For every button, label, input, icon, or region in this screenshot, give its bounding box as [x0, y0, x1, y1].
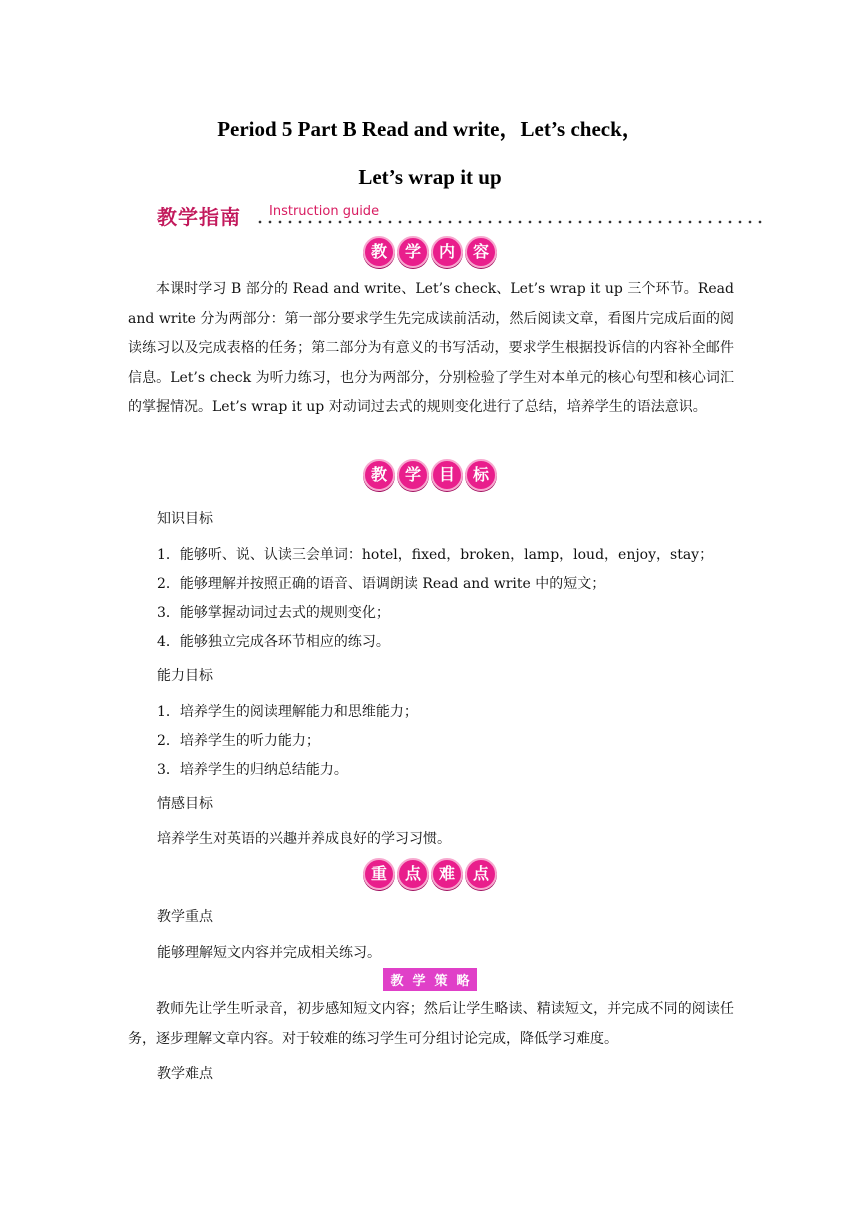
content-paragraph: 本课时学习 B 部分的 Read and write、Let’s check、Let’s wrap it up 三个环节。Read and write 分为两部分：第一部分要求学生先完成读前活动，然后阅读文章，看图片完成后面的阅读练习以及完成表格的任务；第二部分为有意义的书写活动，要求学生根据投诉信的内容补全邮件信息。Let’s check 为听力练习，也分为两部分，分别检验了学生对本单元的核心句型和核心词汇的掌握情况。Let’s wrap it up 对动词过去式的规则变化进行了总结，培养学生的语法意识。: [128, 281, 734, 416]
badge-char: 学: [397, 236, 429, 268]
emotion-goals-heading: 情感目标: [157, 796, 213, 812]
badge-char: 策: [434, 974, 448, 989]
emotion-goals-text: 培养学生对英语的兴趣并养成良好的学习习惯。: [157, 831, 451, 847]
badge-char: 教: [363, 459, 395, 491]
page-title-line-1: Period 5 Part B Read and write，Let’s check，: [217, 117, 643, 141]
guide-title-cn: 教学指南: [157, 205, 241, 229]
knowledge-item: 2．能够理解并按照正确的语音、语调朗读 Read and write 中的短文；: [157, 576, 606, 592]
badge-teaching-goals: [0, 459, 860, 491]
badge-char: 点: [465, 858, 497, 890]
badge-char: 内: [431, 236, 463, 268]
badge-teaching-content: [0, 236, 860, 268]
strategy-paragraph: 教师先让学生听录音，初步感知短文内容；然后让学生略读、精读短文，并完成不同的阅读任务，逐步理解文章内容。对于较难的练习学生可分组讨论完成，降低学习难度。: [128, 1001, 734, 1047]
badge-char: 难: [431, 858, 463, 890]
badge-char: 重: [363, 858, 395, 890]
dotted-divider: [255, 220, 767, 224]
badge-char: 学: [412, 974, 426, 989]
key-point-heading: 教学重点: [157, 909, 213, 925]
badge-char: 点: [397, 858, 429, 890]
badge-char: 目: [431, 459, 463, 491]
badge-char: 标: [465, 459, 497, 491]
badge-key-points: [0, 858, 860, 890]
badge-char: 学: [397, 459, 429, 491]
knowledge-item: 1．能够听、说、认读三会单词：hotel，fixed，broken，lamp，loud，enjoy，stay；: [157, 547, 714, 563]
ability-item: 2．培养学生的听力能力；: [157, 733, 320, 749]
knowledge-goals-heading: 知识目标: [157, 511, 213, 527]
guide-title-en: Instruction guide: [269, 204, 380, 219]
ability-item: 3．培养学生的归纳总结能力。: [157, 762, 348, 778]
badge-char: 容: [465, 236, 497, 268]
difficulty-heading: 教学难点: [157, 1066, 213, 1082]
knowledge-item: 3．能够掌握动词过去式的规则变化；: [157, 605, 390, 621]
badge-teaching-strategy: [0, 968, 860, 991]
badge-char: 略: [456, 974, 470, 989]
instruction-guide-banner: [157, 200, 767, 230]
key-point-text: 能够理解短文内容并完成相关练习。: [157, 945, 381, 961]
badge-char: 教: [363, 236, 395, 268]
page-title-line-2: Let’s wrap it up: [358, 165, 502, 189]
badge-char: 教: [390, 974, 404, 989]
ability-goals-heading: 能力目标: [157, 668, 213, 684]
ability-item: 1．培养学生的阅读理解能力和思维能力；: [157, 704, 418, 720]
knowledge-item: 4．能够独立完成各环节相应的练习。: [157, 634, 390, 650]
